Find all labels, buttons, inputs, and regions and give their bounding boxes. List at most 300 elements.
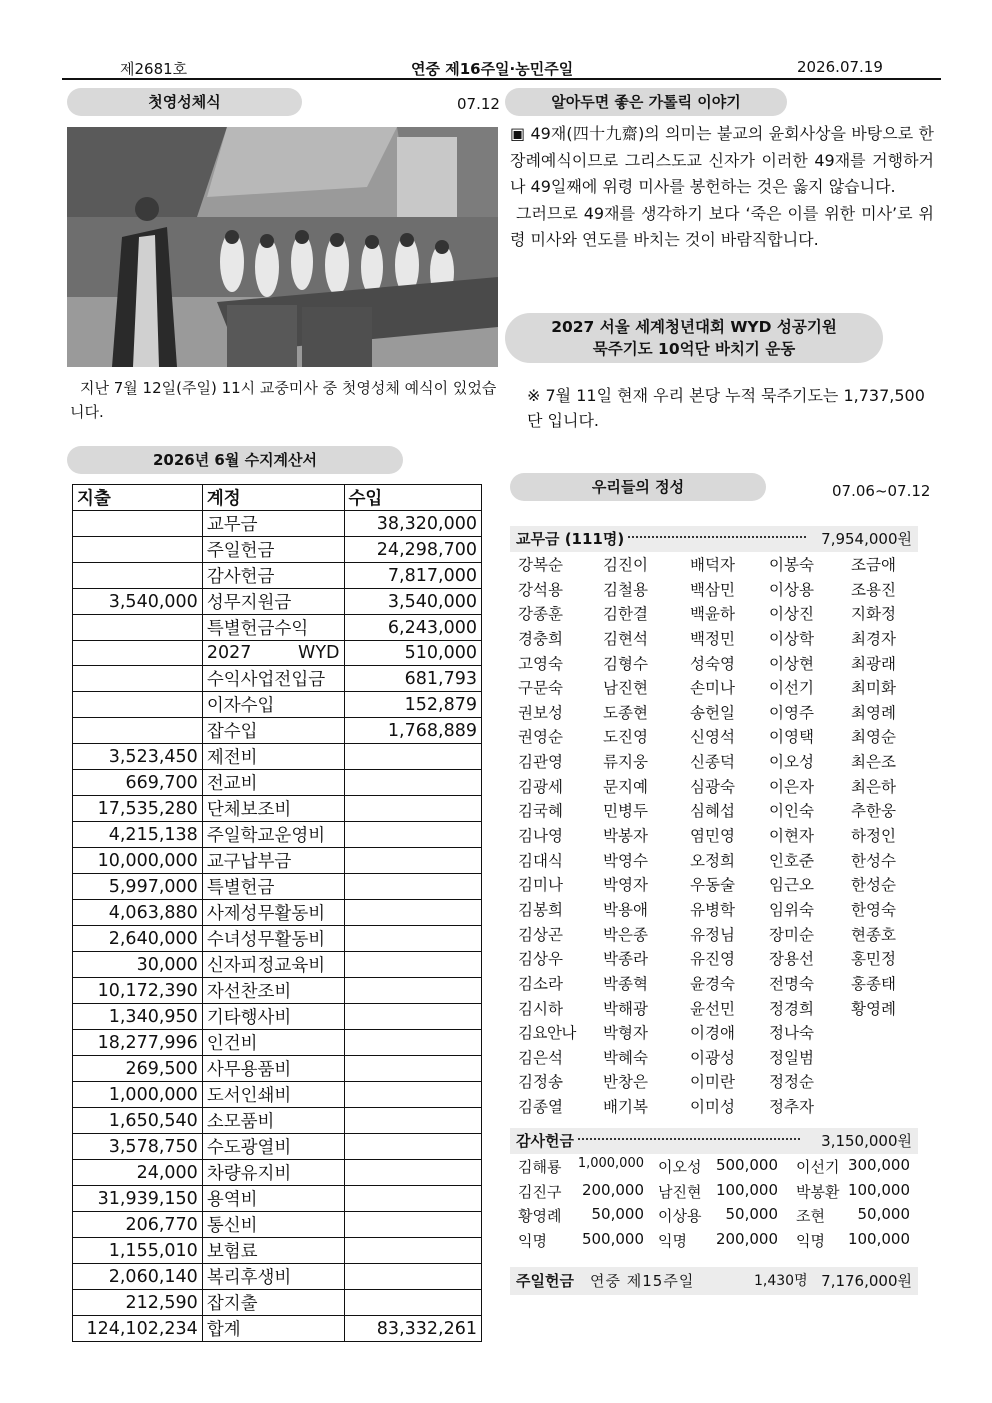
donor-name: 김진이 [603,556,648,574]
donor-name: 김은석 [518,1048,563,1067]
thanks-amount-value: 100,000 [715,1180,778,1199]
income-cell: 3,540,000 [344,589,481,615]
expense-cell: 1,000,000 [73,1082,203,1108]
donor-name: 정정순 [769,1073,814,1092]
donor-name: 이영주 [769,703,814,722]
expense-cell: 24,000 [73,1160,203,1186]
donor-name: 한성수 [851,851,896,870]
income-cell [344,874,481,900]
donor-name: 박영수 [603,851,648,870]
expense-cell [73,511,203,537]
donor-name: 김상곤 [518,925,563,944]
donor-name: 이상진 [769,605,814,624]
donor-name: 최은조 [851,753,896,772]
donor-name: 조용진 [851,580,896,599]
donor-name: 김정송 [518,1073,563,1092]
donor-name: 김시하 [518,999,563,1018]
donor-name: 김국혜 [518,802,563,821]
header-date: 2026.07.19 [797,58,883,76]
expense-cell [73,537,203,563]
item-cell: 성무지원금 [202,589,344,615]
donor-name: 정나숙 [769,1024,814,1043]
donor-name: 현종호 [851,925,896,944]
table-row [73,926,482,952]
wyd-banner [505,313,883,363]
item-cell: 사제성무활동비 [202,900,344,926]
names-row [518,849,918,874]
expense-cell: 212,590 [73,1290,203,1316]
names-row [518,947,918,972]
col-expense-header: 지출 [73,485,203,511]
issue-number: 제2681호 [120,60,188,78]
donor-name: 강석용 [518,580,563,599]
expense-cell: 18,277,996 [73,1030,203,1056]
donor-name: 권보성 [518,703,563,722]
names-row [518,578,918,603]
expense-cell: 4,215,138 [73,822,203,848]
donor-name: 최영례 [851,703,896,722]
donor-name: 심광숙 [690,777,735,796]
names-row [518,923,918,948]
donor-name: 이상현 [769,654,814,673]
item-cell: 사무용품비 [202,1056,344,1082]
donor-name: 김관영 [518,753,563,772]
donor-name: 심혜섭 [690,802,735,821]
item-cell: 용역비 [202,1186,344,1212]
dues-amount: 7,954,000원 [821,530,912,548]
table-row [73,1108,482,1134]
donor-name: 손미나 [690,679,735,698]
table-row [73,822,482,848]
thanks-amount-value: 500,000 [715,1156,778,1174]
item-cell: 수익사업전입금 [202,666,344,692]
donor-name: 유병학 [690,900,735,919]
donor-name: 김형수 [603,654,648,673]
income-cell [344,900,481,926]
donor-name: 추한웅 [851,802,896,821]
expense-cell: 669,700 [73,770,203,796]
thanks-donor-name: 이상용 [658,1207,702,1226]
donor-name: 임근오 [769,876,814,895]
names-row [518,898,918,923]
names-row [518,676,918,701]
page-header [62,58,941,80]
expense-cell: 3,540,000 [73,589,203,615]
first-communion-heading: 첫영성체식 [67,88,302,116]
income-cell: 152,879 [344,692,481,718]
names-row [518,824,918,849]
names-row [518,1021,918,1046]
income-cell [344,1004,481,1030]
item-cell: 보험료 [202,1238,344,1264]
table-row [73,692,482,718]
donor-name: 오정희 [690,851,735,870]
names-row [518,627,918,652]
offerings-period: 07.06~07.12 [832,482,931,500]
donor-name: 박종혁 [603,974,648,993]
donor-name: 김미나 [518,876,563,895]
names-row [518,652,918,677]
item-cell: 기타행사비 [202,1004,344,1030]
first-communion-photo [67,127,498,367]
item-cell: 2027 WYD [202,641,344,666]
donor-name: 민병두 [603,802,648,821]
income-cell: 6,243,000 [344,615,481,641]
income-cell [344,1160,481,1186]
first-communion-date: 07.12 [457,95,500,113]
donor-name: 최영순 [851,728,896,747]
item-cell: 감사헌금 [202,563,344,589]
item-cell: 잡수입 [202,718,344,744]
header-title: 연중 제16주일·농민주일 [411,60,574,78]
table-row [73,563,482,589]
income-cell [344,1134,481,1160]
table-row [73,1030,482,1056]
thanks-label: 감사헌금 [516,1132,574,1150]
names-row [518,701,918,726]
item-cell: 도서인쇄비 [202,1082,344,1108]
income-cell: 83,332,261 [344,1316,481,1342]
thanks-amount-value: 200,000 [581,1180,644,1199]
table-row [73,874,482,900]
catholic-story-heading: 알아두면 좋은 가톨릭 이야기 [505,88,787,116]
thanks-donor-name: 남진현 [658,1182,702,1201]
income-cell [344,1238,481,1264]
names-row [518,1070,918,1095]
table-row [73,511,482,537]
donor-name: 도종현 [603,703,648,722]
table-row [73,1134,482,1160]
thanks-donor-name: 이오성 [658,1158,702,1176]
donor-name: 강복순 [518,556,563,574]
donor-name: 황영례 [851,999,896,1018]
names-row [518,799,918,824]
table-row [73,1316,482,1342]
donor-name: 김나영 [518,827,563,846]
table-row [73,1290,482,1316]
donor-name: 김한결 [603,605,648,624]
expense-cell [73,666,203,692]
donor-name: 이상용 [769,580,814,599]
item-cell: 특별헌금 [202,874,344,900]
thanks-donor-name: 박봉환 [796,1182,840,1201]
expense-cell: 17,535,280 [73,796,203,822]
thanks-donor-name: 익명 [518,1231,547,1250]
dues-names-grid [518,553,918,1120]
donor-name: 문지예 [603,777,648,796]
item-cell: 이자수입 [202,692,344,718]
thanks-row [518,1230,912,1255]
donor-name: 최광래 [851,654,896,673]
thanks-donor-name: 조현 [796,1207,825,1226]
thanks-amount-value: 50,000 [591,1205,644,1224]
thanks-amount-value: 100,000 [847,1229,910,1248]
income-cell: 510,000 [344,641,481,666]
item-cell: 신자피정교육비 [202,952,344,978]
item-cell: 잡지출 [202,1290,344,1316]
story-paragraph-1: ▣ 49재(四十九齋)의 의미는 불교의 윤회사상을 바탕으로 한 장례예식이므로 그리스도교 신자가 이러한 49재를 거행하거나 49일째에 위령 미사를 봉헌하는 것은 옳지 않습니다. [510,124,934,196]
thanks-amount-value: 500,000 [581,1229,644,1248]
thanks-row [518,1181,912,1206]
donor-name: 이미성 [690,1098,735,1117]
expense-cell: 10,172,390 [73,978,203,1004]
dots-leader [578,1138,800,1140]
thanks-donor-name: 익명 [796,1231,825,1250]
donor-name: 신종덕 [690,753,735,772]
sunday-amount: 7,176,000원 [821,1272,912,1290]
item-cell: 교무금 [202,511,344,537]
item-cell: 차량유지비 [202,1160,344,1186]
table-row [73,1056,482,1082]
donor-name: 김현석 [603,629,648,648]
income-cell: 7,817,000 [344,563,481,589]
donor-name: 이봉숙 [769,556,814,574]
donor-name: 이오성 [769,753,814,772]
donor-name: 김광세 [518,777,563,796]
thanks-amount-value: 200,000 [715,1229,778,1248]
item-cell: 통신비 [202,1212,344,1238]
donor-name: 강종훈 [518,605,563,624]
table-row [73,615,482,641]
expense-cell: 206,770 [73,1212,203,1238]
expense-cell: 10,000,000 [73,848,203,874]
expense-cell: 3,523,450 [73,744,203,770]
income-cell: 681,793 [344,666,481,692]
names-row [518,873,918,898]
donor-name: 인호준 [769,851,814,870]
names-row [518,997,918,1022]
donor-name: 박은종 [603,925,648,944]
table-row [73,1212,482,1238]
thanks-band [510,1128,918,1154]
donor-name: 이경애 [690,1024,735,1043]
table-row [73,796,482,822]
wyd-line-2: 묵주기도 10억단 바치기 운동 [592,340,796,358]
income-cell: 24,298,700 [344,537,481,563]
donor-name: 정일범 [769,1048,814,1067]
thanks-donor-name: 황영례 [518,1207,562,1226]
thanks-amount-value: 50,000 [725,1205,778,1224]
table-row [73,1004,482,1030]
donor-name: 한영숙 [851,900,896,919]
thanks-grid [518,1156,912,1254]
donor-name: 이미란 [690,1073,735,1092]
income-cell [344,1030,481,1056]
donor-name: 이선기 [769,679,814,698]
names-row [518,775,918,800]
donor-name: 백윤하 [690,605,735,624]
donor-name: 박혜숙 [603,1048,648,1067]
thanks-amount-value: 100,000 [847,1180,910,1199]
donor-name: 하정인 [851,827,896,846]
donor-name: 염민영 [690,827,735,846]
donor-name: 한성순 [851,876,896,895]
income-cell [344,1056,481,1082]
income-cell [344,1290,481,1316]
income-cell [344,1082,481,1108]
donor-name: 조금애 [851,556,896,574]
thanks-donor-name: 익명 [658,1231,687,1250]
table-row [73,641,482,666]
donor-name: 홍민정 [851,950,896,969]
dots-leader [628,536,806,538]
expense-cell: 269,500 [73,1056,203,1082]
table-row [73,1160,482,1186]
story-paragraph-2: 그러므로 49재를 생각하기 보다 ‘죽은 이를 위한 미사’로 위령 미사와 연도를 바치는 것이 바람직합니다. [510,203,934,249]
thanks-donor-name: 김해룡 [518,1158,562,1176]
first-communion-caption: 지난 7월 12일(주일) 11시 교중미사 중 첫영성체 예식이 있었습니다. [70,379,497,421]
thanks-amount: 3,150,000원 [821,1132,912,1150]
donor-name: 최경자 [851,629,896,648]
donor-name: 구문숙 [518,679,563,698]
income-cell [344,1264,481,1290]
donor-name: 박종라 [603,950,648,969]
item-cell: 수녀성무활동비 [202,926,344,952]
names-row [518,553,918,578]
donor-name: 장용선 [769,950,814,969]
finance-header-row [73,485,482,511]
table-row [73,718,482,744]
rosary-notice: ※ 7월 11일 현재 우리 본당 누적 묵주기도는 1,737,500단 입니다. [527,386,925,430]
income-cell [344,1186,481,1212]
donor-name: 유진영 [690,950,735,969]
expense-cell [73,718,203,744]
item-cell: 합계 [202,1316,344,1342]
donor-name: 배덕자 [690,556,735,574]
income-cell [344,770,481,796]
item-cell: 단체보조비 [202,796,344,822]
item-cell: 특별헌금수익 [202,615,344,641]
donor-name: 전명숙 [769,974,814,993]
expense-cell: 2,060,140 [73,1264,203,1290]
thanks-amount-value: 50,000 [857,1205,910,1224]
names-row [518,725,918,750]
income-cell: 1,768,889 [344,718,481,744]
expense-cell: 5,997,000 [73,874,203,900]
donor-name: 김종열 [518,1098,563,1117]
col-item-header: 계정 [202,485,344,511]
finance-heading: 2026년 6월 수지계산서 [67,446,403,474]
wyd-line-1: 2027 서울 세계청년대회 WYD 성공기원 [551,318,837,336]
item-cell: 자선찬조비 [202,978,344,1004]
thanks-row [518,1156,912,1181]
expense-cell: 1,650,540 [73,1108,203,1134]
finance-table [72,484,482,1342]
donor-name: 김대식 [518,851,563,870]
donor-name: 성숙영 [690,654,735,673]
catholic-story-body [510,121,934,254]
thanks-donor-name: 김진구 [518,1182,562,1201]
expense-cell: 124,102,234 [73,1316,203,1342]
expense-cell: 3,578,750 [73,1134,203,1160]
item-cell: 제전비 [202,744,344,770]
table-row [73,952,482,978]
donor-name: 지화정 [851,605,896,624]
item-cell: 교구납부금 [202,848,344,874]
item-cell: 소모품비 [202,1108,344,1134]
donor-name: 김요안나 [518,1024,576,1043]
item-cell: 주일헌금 [202,537,344,563]
donor-name: 류지웅 [603,753,648,772]
thanks-donor-name: 이선기 [796,1158,840,1176]
donor-name: 이영택 [769,728,814,747]
names-row [518,602,918,627]
dues-label: 교무금 (111명) [516,530,625,548]
donor-name: 백정민 [690,629,735,648]
item-cell: 수도광열비 [202,1134,344,1160]
donor-name: 최미화 [851,679,896,698]
sunday-band [510,1267,918,1295]
expense-cell: 4,063,880 [73,900,203,926]
income-cell [344,1212,481,1238]
expense-cell [73,692,203,718]
table-row [73,1238,482,1264]
donor-name: 윤선민 [690,999,735,1018]
donor-name: 박형자 [603,1024,648,1043]
table-row [73,1082,482,1108]
item-cell: 인건비 [202,1030,344,1056]
expense-cell [73,641,203,666]
donor-name: 송헌일 [690,703,735,722]
expense-cell: 30,000 [73,952,203,978]
donor-name: 유정님 [690,925,735,944]
donor-name: 박영자 [603,876,648,895]
income-cell: 38,320,000 [344,511,481,537]
donor-name: 경충희 [518,629,563,648]
table-row [73,900,482,926]
donor-name: 박용애 [603,900,648,919]
donor-name: 김철용 [603,580,648,599]
donor-name: 우동술 [690,876,735,895]
table-row [73,744,482,770]
expense-cell: 2,640,000 [73,926,203,952]
donor-name: 정추자 [769,1098,814,1117]
names-row [518,1095,918,1120]
donor-name: 이상학 [769,629,814,648]
donor-name: 권영순 [518,728,563,747]
expense-cell [73,615,203,641]
table-row [73,770,482,796]
income-cell [344,952,481,978]
table-row [73,589,482,615]
donor-name: 이인숙 [769,802,814,821]
donor-name: 백삼민 [690,580,735,599]
income-cell [344,848,481,874]
income-cell [344,744,481,770]
expense-cell [73,563,203,589]
table-row [73,978,482,1004]
table-row [73,666,482,692]
table-row [73,1186,482,1212]
donor-name: 배기복 [603,1098,648,1117]
item-cell: 복리후생비 [202,1264,344,1290]
sunday-count: 1,430명 [754,1273,808,1289]
donor-name: 도진영 [603,728,648,747]
donor-name: 임위숙 [769,900,814,919]
donor-name: 이광성 [690,1048,735,1067]
donor-name: 남진현 [603,679,648,698]
col-income-header: 수입 [344,485,481,511]
donor-name: 박봉자 [603,827,648,846]
income-cell [344,822,481,848]
donor-name: 신영석 [690,728,735,747]
expense-cell: 1,340,950 [73,1004,203,1030]
table-row [73,537,482,563]
donor-name: 장미순 [769,925,814,944]
thanks-amount-value: 300,000 [847,1156,910,1174]
income-cell [344,796,481,822]
expense-cell: 1,155,010 [73,1238,203,1264]
